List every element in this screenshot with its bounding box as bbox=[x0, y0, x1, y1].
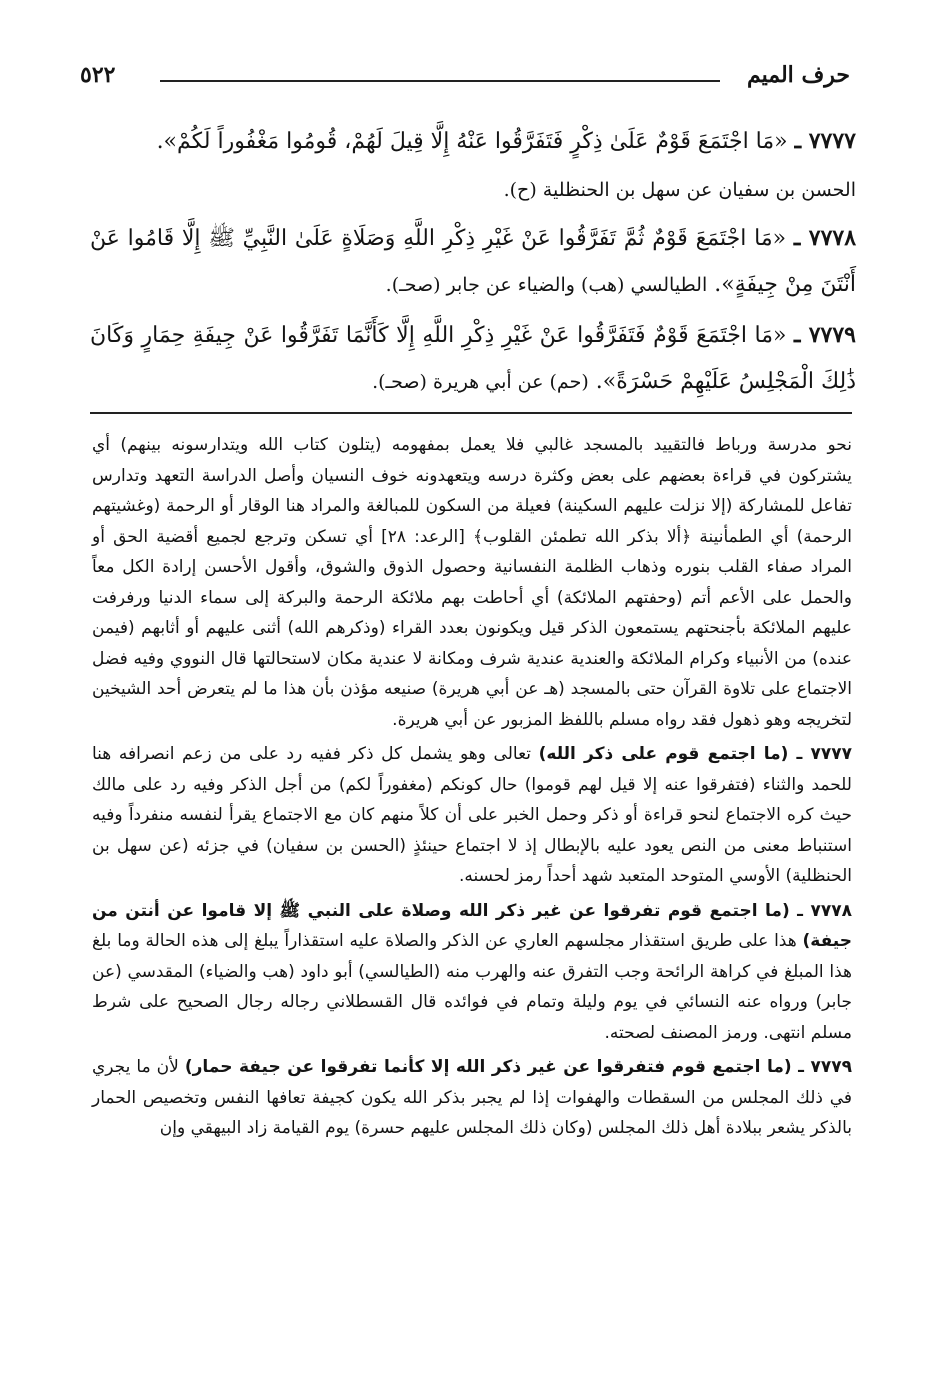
hadith-main-text bbox=[90, 118, 856, 409]
commentary-text: لأن ما يجري في ذلك المجلس من السقطات والهفوات إذا لم يجبر بذكر الله يكون كجيفة تعافها النفس وتخصيص الحمار بالذكر يشعر ببلادة أهل ذلك المجلس (وكان ذلك المجلس عليهم حسرة) يوم القيامة زاد البيهقي وإن bbox=[92, 1057, 852, 1138]
hadith-number: ٧٧٧٨ ـ bbox=[793, 225, 857, 251]
hadith-number: ٧٧٧٩ ـ bbox=[794, 322, 856, 348]
hadith-source: (حم) عن أبي هريرة (صحـ). bbox=[372, 371, 589, 393]
running-header bbox=[80, 60, 850, 100]
hadith-text: «مَا اجْتَمَعَ قَوْمٌ عَلَىٰ ذِكْرٍ فَتَفَرَّقُوا عَنْهُ إِلَّا قِيلَ لَهُمْ، قُومُوا مَغْفُوراً لَكُمْ». bbox=[156, 129, 788, 154]
commentary-lead: ٧٧٧٩ ـ (ما اجتمع قوم فتفرقوا عن غير ذكر الله إلا كأنما تفرقوا عن جيفة حمار) bbox=[184, 1057, 852, 1077]
hadith-entry bbox=[90, 118, 856, 165]
header-rule bbox=[160, 80, 720, 82]
chapter-title: حرف الميم bbox=[746, 62, 850, 88]
commentary-paragraph bbox=[92, 896, 852, 1049]
commentary-text: نحو مدرسة ورباط فالتقييد بالمسجد غالبي فلا يعمل بمفهومه (يتلون كتاب الله ويتدارسونه بينهم) أي يشتركون في قراءة بعضهم على بعض وكثرة درسه ويتعهدونه خوف النسيان وأصل الدراسة التعهد وتدارس تفاعل للمشاركة (إلا نزلت عليهم السكينة) فعيلة من السكون للمبالغة والمراد هنا الوقار أو الرحمة (وغشيتهم الرحمة) أي الطمأنينة ﴿ألا بذكر الله تطمئن القلوب﴾ [الرعد: ٢٨] أي تسكن وترجع لجميع أقضية الحق أو المراد صفاء القلب بنوره وذهاب الظلمة النفسانية وحصول الذوق والشوق، وأقول الأحسن إرادة الكل معاً والحمل على الأعم أتم (وحفتهم الملائكة) أي أحاطت بهم ملائكة الرحمة والبركة إلى سماء الدنيا ورفرفت عليهم الملائكة بأجنحتهم يستمعون الذكر قيل ويكونون بعدد القراء (وذكرهم الله) أثنى عليهم أو أثابهم (فيمن عنده) من الأنبياء وكرام الملائكة والعندية عندية شرف ومكانة لا عندية مكان لاستحالتها قال النووي وفيه فضل الاجتماع على تلاوة القرآن حتى بالمسجد (هـ عن أبي هريرة) صنيعه مؤذن بأن هذا ما لم يتعرض أحد الشيخين لتخريجه وهو ذهول فقد رواه مسلم باللفظ المزبور عن أبي هريرة. bbox=[92, 435, 852, 730]
commentary-section bbox=[92, 430, 852, 1148]
commentary-lead: ٧٧٧٨ ـ (ما اجتمع قوم تفرقوا عن غير ذكر الله وصلاة على النبي ﷺ إلا قاموا عن أنتن من جيفة) bbox=[92, 900, 852, 951]
commentary-paragraph bbox=[92, 430, 852, 735]
hadith-number: ٧٧٧٧ ـ bbox=[794, 128, 856, 154]
hadith-source: الطيالسي (هب) والضياء عن جابر (صحـ). bbox=[385, 274, 708, 296]
hadith-entry bbox=[90, 215, 856, 308]
commentary-paragraph bbox=[92, 1052, 852, 1144]
commentary-lead: ٧٧٧٧ ـ (ما اجتمع قوم على ذكر الله) bbox=[538, 744, 852, 764]
commentary-text: تعالى وهو يشمل كل ذكر ففيه رد على من زعم انصرافه هنا للحمد والثناء (فتفرقوا عنه إلا قيل لهم قوموا) حال كونكم (مغفوراً لكم) من أجل الذكر وفيه رد على مالك حيث كره الاجتماع لنحو قراءة أو ذكر وحمل الخبر على أن كلاً منهم كان مع الاجتماع يقرأ لنفسه منفرداً وفيه استنباط معنى من النص يعود عليه بالإبطال إذ لا اجتماع حينئذٍ (الحسن بن سفيان) في جزئه (عن سهل بن الحنظلية) الأوسي المتوحد المتعبد شهد أحداً رمز لحسنه. bbox=[92, 744, 852, 886]
hadith-entry bbox=[90, 312, 856, 405]
hadith-text: «مَا اجْتَمَعَ قَوْمٌ ثُمَّ تَفَرَّقُوا عَنْ غَيْرِ ذِكْرِ اللَّهِ وَصَلَاةٍ عَلَىٰ النَّبِيِّ ﷺ إِلَّا قَامُوا عَنْ أَنْتَنَ مِنْ جِيفَةٍ». bbox=[90, 226, 856, 297]
footnote-separator bbox=[90, 412, 852, 414]
commentary-paragraph bbox=[92, 739, 852, 892]
page-number: ٥٢٢ bbox=[80, 62, 116, 88]
commentary-text: هذا على طريق استقذار مجلسهم العاري عن الذكر والصلاة عليه استقذاراً يبلغ إلى هذه الحالة وما بلغ هذا المبلغ في كراهة الرائحة وجب التفرق عنه والهرب منه (الطيالسي) أبو داود (هب والضياء) المقدسي (عن جابر) ورواه عنه النسائي في يوم وليلة وتمام في فوائده قال القسطلاني رجاله رجال الصحيح على شرط مسلم انتهى. ورمز المصنف لصحته. bbox=[92, 931, 852, 1043]
hadith-source: الحسن بن سفيان عن سهل بن الحنظلية (ح). bbox=[503, 179, 856, 201]
hadith-text: «مَا اجْتَمَعَ قَوْمٌ فَتَفَرَّقُوا عَنْ غَيْرِ ذِكْرِ اللَّهِ إِلَّا كَأَنَّمَا تَفَرَّقُوا عَنْ جِيفَةِ حِمَارٍ وَكَانَ ذَٰلِكَ الْمَجْلِسُ عَلَيْهِمْ حَسْرَةً». bbox=[90, 323, 856, 394]
